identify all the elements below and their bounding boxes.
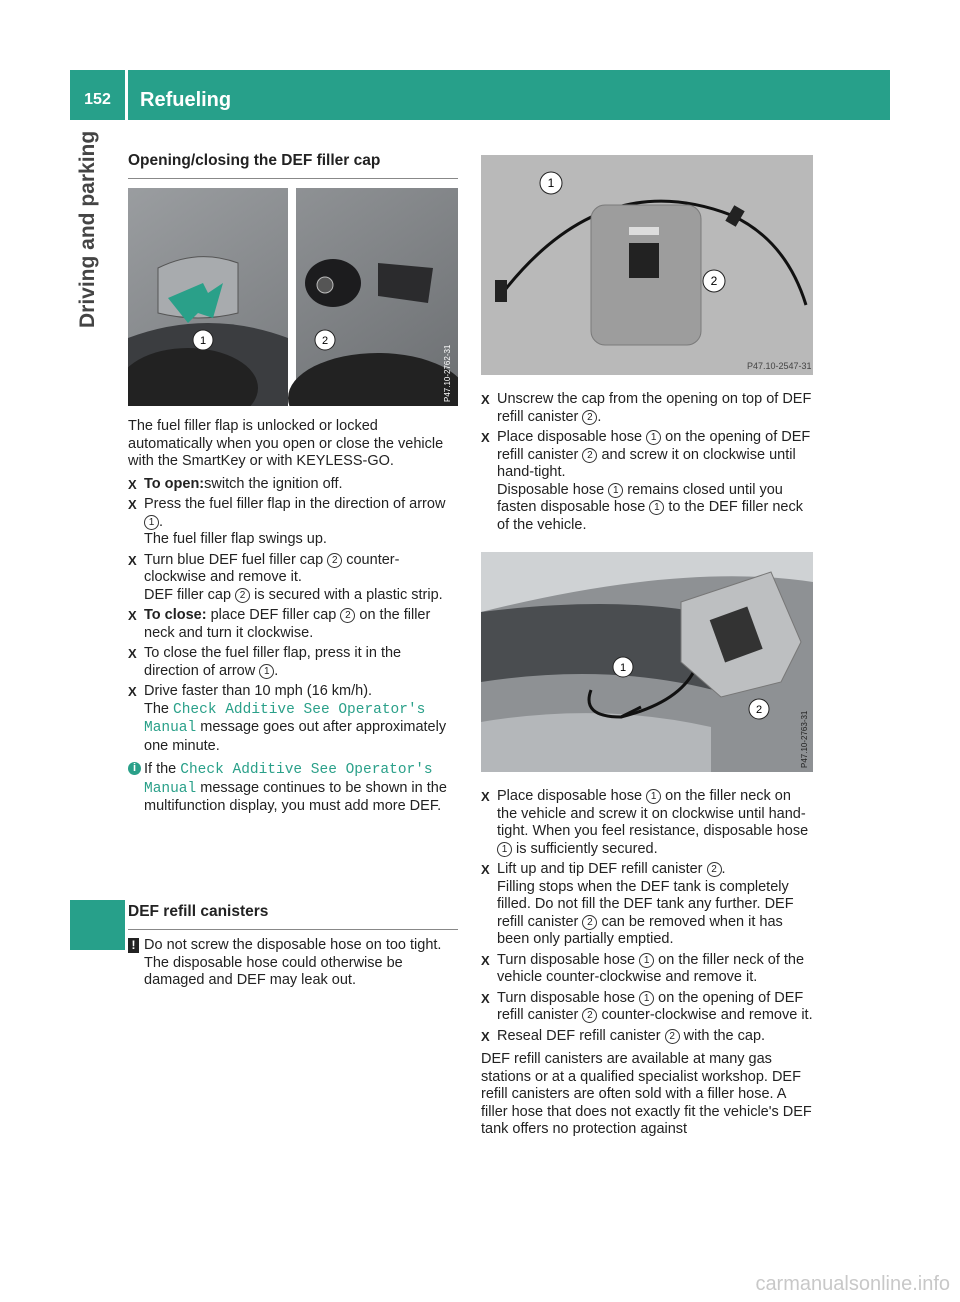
callout-1-inline: 1 bbox=[144, 515, 159, 530]
closing-paragraph: DEF refill canisters are available at many gas stations or at a qualified specialist workshop. DEF refill canisters are often sold with a filler hose. A filler hose that does not exactly fit the vehicle's DEF tank offers no protection against bbox=[481, 1051, 812, 1137]
header-bar bbox=[128, 70, 890, 120]
step-drive: X Drive faster than 10 mph (16 km/h). The Check Additive See Operator's Manual message goes out after approximately one minute. bbox=[128, 683, 458, 755]
step-turn-cap: X Turn blue DEF fuel filler cap 2 counter-clockwise and remove it. DEF filler cap 2 is secured with a plastic strip. bbox=[128, 552, 458, 605]
photo-refilling-vehicle bbox=[481, 552, 813, 772]
callout-2-inline: 2 bbox=[327, 553, 342, 568]
callout-1-photo1: 1 bbox=[199, 335, 207, 347]
callout-1-inline: 1 bbox=[259, 664, 274, 679]
callout-1-inline: 1 bbox=[608, 483, 623, 498]
image-code-1: P47.10-2762-31 bbox=[443, 344, 452, 402]
photo-fuel-flap bbox=[128, 188, 458, 406]
callout-2-inline: 2 bbox=[582, 915, 597, 930]
step-attach-hose: X Place disposable hose 1 on the filler neck on the vehicle and screw it on clockwise until hand-tight. When you feel resistance, disposable hose 1 is sufficiently secured. bbox=[481, 788, 813, 858]
display-message: Check Additive See Operator's Manual bbox=[144, 701, 426, 736]
page-number: 152 bbox=[84, 91, 111, 108]
callout-1-inline: 1 bbox=[497, 842, 512, 857]
callout-1-inline: 1 bbox=[646, 789, 661, 804]
display-message: Check Additive See Operator's Manual bbox=[144, 762, 433, 797]
step-tip-canister: X Lift up and tip DEF refill canister 2 . Filling stops when the DEF tank is completely filled. Do not fill the DEF tank any further. DEF refill canister 2 can be removed when it has been only partially emptied. bbox=[481, 861, 813, 949]
step-remove-hose: X Turn disposable hose 1 on the filler neck of the vehicle counter-clockwise and remove it. bbox=[481, 952, 813, 987]
callout-1-inline: 1 bbox=[639, 991, 654, 1006]
callout-2-photo3: 2 bbox=[755, 704, 763, 716]
callout-1-photo3: 1 bbox=[619, 662, 627, 674]
callout-2-inline: 2 bbox=[665, 1029, 680, 1044]
info-note: i If the Check Additive See Operator's Manual message continues to be shown in the multifunction display, you must add more DEF. bbox=[128, 761, 458, 816]
step-close: X To close: place DEF filler cap 2 on the filler neck and turn it clockwise. bbox=[128, 607, 458, 642]
step-reseal: X Reseal DEF refill canister 2 with the cap. bbox=[481, 1028, 813, 1046]
step-open: X To open:switch the ignition off. bbox=[128, 476, 458, 494]
step-remove-hose-canister: X Turn disposable hose 1 on the opening of DEF refill canister 2 counter-clockwise and remove it. bbox=[481, 990, 813, 1025]
photo-refill-canister bbox=[481, 155, 813, 375]
callout-1-inline: 1 bbox=[646, 430, 661, 445]
heading-opening-closing: Opening/closing the DEF filler cap bbox=[128, 152, 458, 179]
intro-text: The fuel filler flap is unlocked or locked automatically when you open or close the vehicle with the SmartKey or with KEYLESS-GO. bbox=[128, 418, 444, 469]
step-unscrew-cap: X Unscrew the cap from the opening on top of DEF refill canister 2 . bbox=[481, 391, 813, 426]
section-tab-block bbox=[70, 900, 125, 950]
callout-2-photo2: 2 bbox=[710, 274, 718, 288]
callout-1-photo2: 1 bbox=[547, 176, 555, 190]
section-tab-label: Driving and parking bbox=[76, 130, 99, 328]
callout-1-inline: 1 bbox=[639, 953, 654, 968]
callout-1-inline: 1 bbox=[649, 500, 664, 515]
callout-2-inline: 2 bbox=[235, 588, 250, 603]
warning-note: ! Do not screw the disposable hose on too tight. The disposable hose could otherwise be damaged and DEF may leak out. bbox=[128, 937, 458, 990]
callout-2-inline: 2 bbox=[582, 448, 597, 463]
heading-def-canisters: DEF refill canisters bbox=[128, 903, 458, 930]
callout-2-inline: 2 bbox=[707, 862, 722, 877]
step-close-flap: X To close the fuel filler flap, press it in the direction of arrow 1 . bbox=[128, 645, 458, 680]
image-code-3: P47.10-2763-31 bbox=[800, 710, 809, 768]
warning-icon: ! bbox=[128, 938, 139, 953]
callout-2-inline: 2 bbox=[340, 608, 355, 623]
step-place-hose: X Place disposable hose 1 on the opening of DEF refill canister 2 and screw it on clockwise until hand-tight. Disposable hose 1 remains closed until you fasten disposable hose 1 to the DEF filler neck of the vehicle. bbox=[481, 429, 813, 534]
callout-2-photo1: 2 bbox=[321, 335, 329, 347]
callout-2-inline: 2 bbox=[582, 1008, 597, 1023]
watermark: carmanualsonline.info bbox=[755, 1273, 950, 1295]
callout-2-inline: 2 bbox=[582, 410, 597, 425]
page-title: Refueling bbox=[140, 89, 232, 111]
step-press-flap: X Press the fuel filler flap in the direction of arrow 1 . The fuel filler flap swings up. bbox=[128, 496, 458, 549]
image-code-2: P47.10-2547-31 bbox=[747, 361, 812, 371]
info-icon: i bbox=[128, 762, 141, 775]
